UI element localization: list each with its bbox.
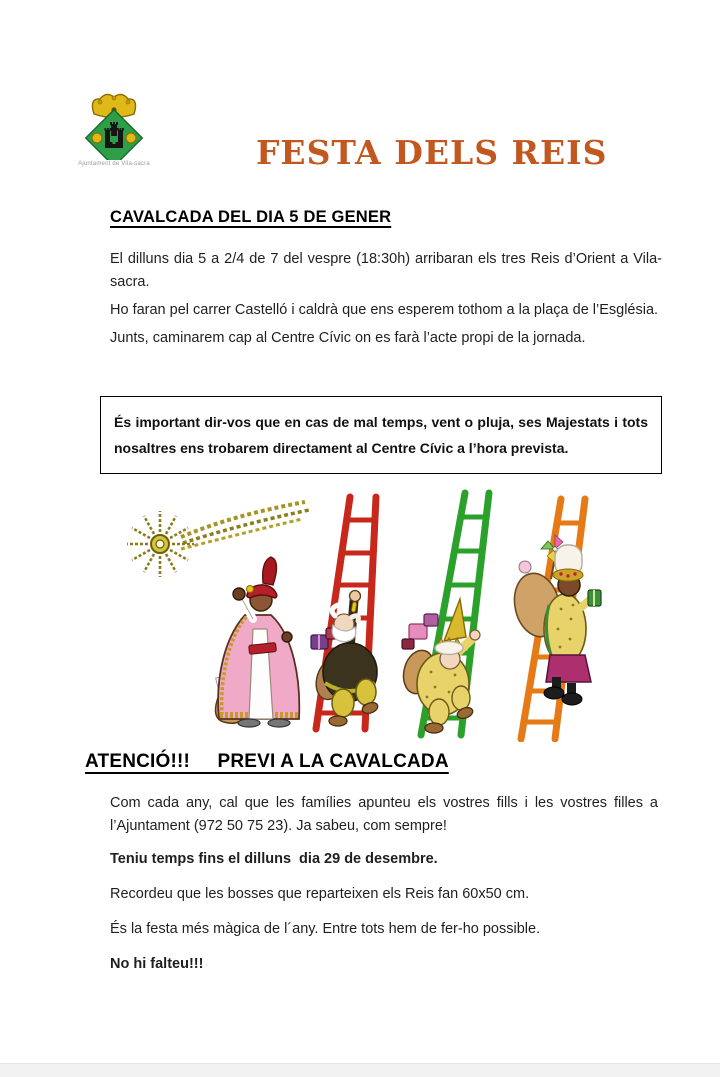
king-orange-ladder-figure [509, 535, 601, 705]
weather-notice-text: És important dir-vos que en cas de mal temps, vent o pluja, ses Majestats i tots nosaltres ens trobarem directament al Centre Cívic a l’hora prevista. [114, 414, 648, 456]
coat-of-arms-icon [78, 86, 150, 160]
atencio-section [85, 751, 662, 988]
cavalcada-heading: CAVALCADA DEL DIA 5 DE GENER [110, 208, 392, 226]
cavalcada-paragraph-2: Ho faran pel carrer Castelló i caldrà que ens esperem tothom a la plaça de l’Església. [110, 302, 659, 318]
page-title: FESTA DELS REIS [256, 133, 608, 172]
cavalcada-paragraph-3: Junts, caminarem cap al Centre Cívic on es farà l’acte propi de la jornada. [110, 330, 586, 346]
magic-festival-line: És la festa més màgica de l´any. Entre tots hem de fer-ho possible. [110, 921, 541, 937]
cavalcada-paragraph-1: El dilluns dia 5 a 2/4 de 7 del vespre (18:30h) arribaran els tres Reis d’Orient a Vila-sacra. [110, 251, 662, 290]
deadline-line: Teniu temps fins el dilluns dia 29 de desembre. [110, 851, 438, 867]
page-edge-band [0, 1063, 720, 1077]
logo-caption: Ajuntament de Vila-sacra [78, 161, 150, 167]
cavalcada-section [110, 208, 662, 355]
king-standing-figure [215, 557, 299, 727]
bag-size-line: Recordeu que les bosses que reparteixen els Reis fan 60x50 cm. [110, 886, 530, 902]
atencio-paragraph-1: Com cada any, cal que les famílies apunteu els vostres fills i les vostres filles a l’Ajuntament (972 50 75 23). Ja sabeu, com sempre! [110, 795, 658, 834]
weather-notice-box [100, 396, 662, 474]
comet-star-icon [127, 502, 309, 577]
town-coat-of-arms [76, 86, 152, 167]
atencio-heading: ATENCIÓ!!! PREVI A LA CAVALCADA [85, 751, 449, 772]
closing-line: No hi falteu!!! [110, 956, 204, 972]
three-kings-illustration [103, 487, 620, 742]
